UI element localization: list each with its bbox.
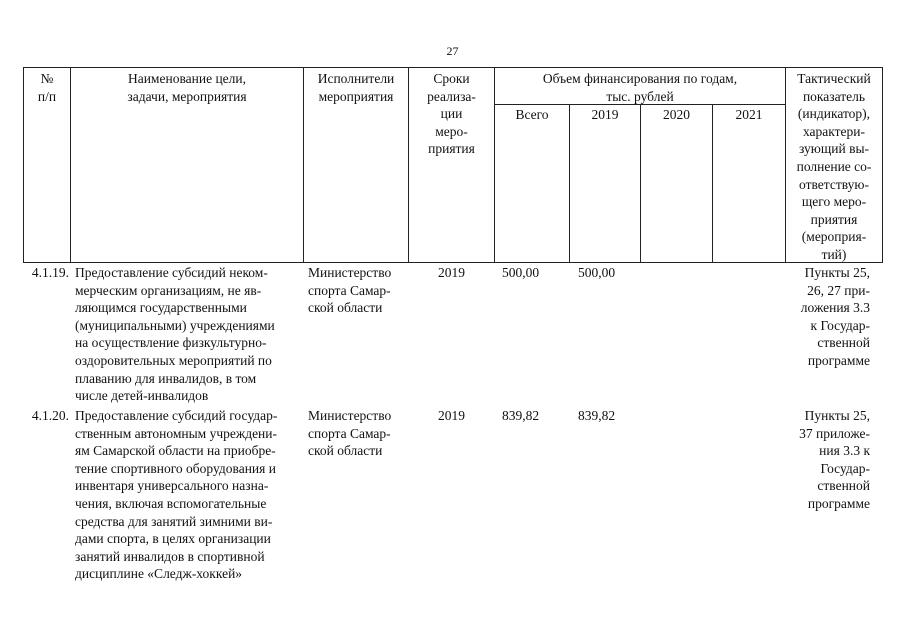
- row-term: 2019: [438, 265, 465, 280]
- table-top-border: [23, 67, 883, 68]
- row-name: Предоставление субсидий государ- ственным автономным учреждени- ям Самарской области на приобре- тение спортивного оборудования и инвентаря универсального назна- чения, включая вспомогательные средства для занятий зимними ви- дами спорта, в целях организации занятий инвалидов в спортивной дисциплине «Следж-хоккей»: [75, 408, 278, 582]
- header-name: Наименование цели, задачи, мероприятия: [127, 71, 247, 104]
- row-total: 500,00: [502, 265, 540, 280]
- row-number: 4.1.19.: [31, 265, 69, 280]
- header-total: Всего: [515, 107, 549, 122]
- page-number: 27: [446, 44, 459, 58]
- row-number: 4.1.20.: [31, 408, 69, 423]
- header-no: № п/п: [37, 71, 57, 104]
- row-2019: 500,00: [578, 265, 616, 280]
- header-2021: 2021: [735, 107, 763, 122]
- header-2020: 2020: [663, 107, 690, 122]
- col-divider-2020: [712, 104, 713, 262]
- col-divider-total: [569, 104, 570, 262]
- header-executors: Исполнители мероприятия: [317, 71, 395, 104]
- row-name: Предоставление субсидий неком- мерческим организациям, не яв- ляющимся государственными (муниципальными) учреждениями на осуществление физкультурно- оздоровительных мероприятий по плаванию для инвалидов, в том числе детей-инвалидов: [75, 265, 275, 404]
- row-total: 839,82: [502, 408, 540, 423]
- header-bottom-border: [23, 262, 883, 263]
- header-indicator: Тактический показатель (индикатор), характери- зующий вы- полнение со- ответствую- щего меро- приятия (мероприя- тий): [796, 71, 872, 262]
- row-2019: 839,82: [578, 408, 616, 423]
- header-terms: Сроки реализа- ции меро- приятия: [427, 71, 476, 157]
- row-indicator: Пункты 25, 26, 27 при- ложения 3.3 к Государ- ственной программе: [800, 265, 870, 368]
- row-indicator: Пункты 25, 37 приложе- ния 3.3 к Государ- ственной программе: [799, 408, 870, 511]
- col-divider-2019: [640, 104, 641, 262]
- table-right-border: [882, 67, 883, 262]
- header-funding: Объем финансирования по годам, тыс. рублей: [542, 71, 738, 104]
- header-2019: 2019: [591, 107, 619, 122]
- row-executor: Министерство спорта Самар- ской области: [308, 408, 392, 459]
- row-term: 2019: [438, 408, 465, 423]
- row-executor: Министерство спорта Самар- ской области: [308, 265, 392, 316]
